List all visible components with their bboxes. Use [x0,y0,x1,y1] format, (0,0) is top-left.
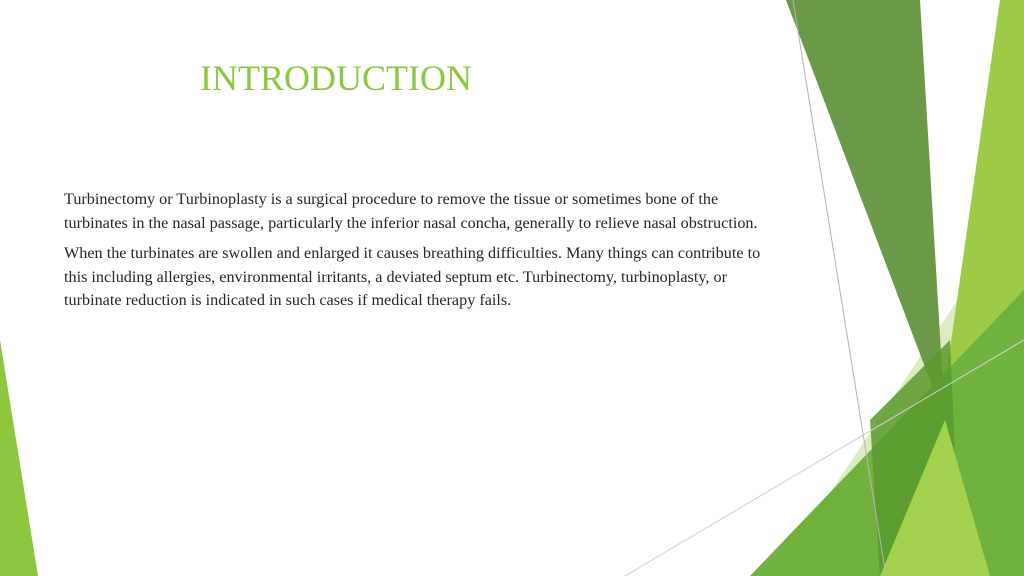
slide-body [64,188,776,320]
paragraph-indications: When the turbinates are swollen and enlarged it causes breathing difficulties. Many things can contribute to this including allergies, environmental irritants, a deviated septum etc. Turbinectomy, turbinoplasty, or turbinate reduction is indicated in such cases if medical therapy fails. [64,244,761,309]
left-green-sliver [0,340,38,576]
paragraph-definition: Turbinectomy or Turbinoplasty is a surgical procedure to remove the tissue or sometimes bone of the turbinates in the nasal passage, particularly the inferior nasal concha, generally to relieve nasal obstruction. [64,190,758,232]
slide-title: INTRODUCTION [200,58,472,98]
dark-green-band [786,0,945,420]
